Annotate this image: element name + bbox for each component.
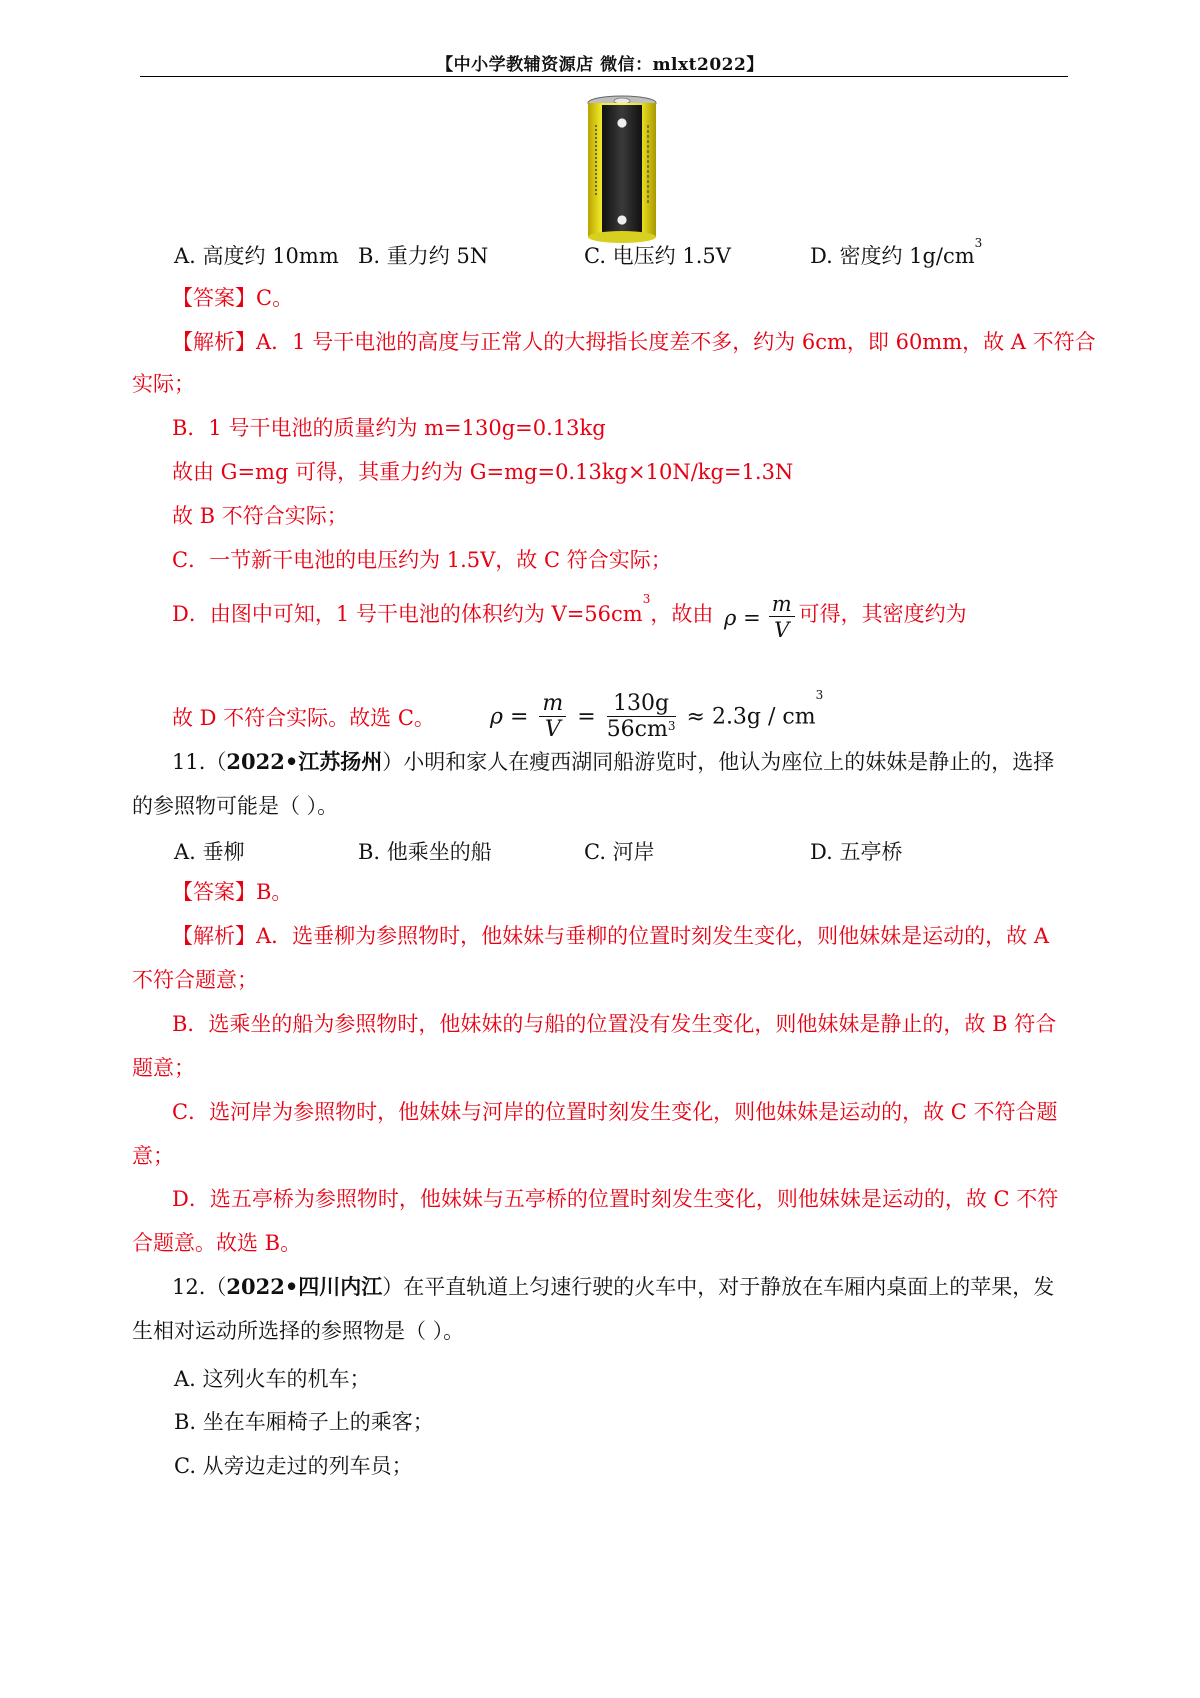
q10-answer: 【答案】C。 bbox=[172, 286, 294, 310]
q11-analysis-line-3: B．选乘坐的船为参照物时，他妹妹的与船的位置没有发生变化，则他妹妹是静止的，故 B 符合 bbox=[172, 1012, 1057, 1036]
q11-stem-line-1: 11.（2022•江苏扬州）小明和家人在瘦西湖同船游览时，他认为座位上的妹妹是静止的，选择 bbox=[172, 749, 1055, 774]
q10-analysis-line-8: 故 D 不符合实际。故选 C。 bbox=[172, 706, 435, 730]
q10-analysis-line-4: 故由 G=mg 可得，其重力约为 G=mg=0.13kg×10N/kg=1.3N bbox=[172, 460, 794, 484]
q12-stem-line-1: 12.（2022•四川内江）在平直轨道上匀速行驶的火车中，对于静放在车厢内桌面上的苹果，发 bbox=[172, 1274, 1055, 1299]
q10-analysis-line-2: 实际； bbox=[132, 372, 195, 396]
q11-option-b: B. 他乘坐的船 bbox=[358, 840, 492, 864]
page-header: 【中小学教辅资源店 微信：mlxt2022】 bbox=[436, 55, 764, 75]
q11-analysis-line-6: 意； bbox=[132, 1144, 174, 1168]
q11-analysis-line-2: 不符合题意； bbox=[132, 968, 258, 992]
q10-analysis-line-3: B．1 号干电池的质量约为 m=130g=0.13kg bbox=[172, 416, 606, 440]
q12-option-c: C. 从旁边走过的列车员； bbox=[174, 1454, 413, 1478]
q11-stem-line-2: 的参照物可能是（ ）。 bbox=[132, 794, 339, 818]
q11-analysis-line-4: 题意； bbox=[132, 1056, 195, 1080]
q10-analysis-line-6: C．一节新干电池的电压约为 1.5V，故 C 符合实际； bbox=[172, 548, 672, 572]
q10-analysis-line-1: 【解析】A．1 号干电池的高度与正常人的大拇指长度差不多，约为 6cm，即 60mm，故 A 不符合 bbox=[172, 330, 1096, 354]
q10-option-c: C. 电压约 1.5V bbox=[584, 244, 731, 268]
q11-option-c: C. 河岸 bbox=[584, 840, 655, 864]
q12-stem-line-2: 生相对运动所选择的参照物是（ ）。 bbox=[132, 1319, 465, 1343]
q12-option-a: A. 这列火车的机车； bbox=[174, 1367, 371, 1391]
q11-option-a: A. 垂柳 bbox=[174, 840, 245, 864]
q11-analysis-line-5: C．选河岸为参照物时，他妹妹与河岸的位置时刻发生变化，则他妹妹是运动的，故 C 不符合题 bbox=[172, 1100, 1058, 1124]
q11-analysis-line-1: 【解析】A．选垂柳为参照物时，他妹妹与垂柳的位置时刻发生变化，则他妹妹是运动的，故 A bbox=[172, 924, 1050, 948]
q11-option-d: D. 五亭桥 bbox=[810, 840, 903, 864]
q11-analysis-line-8: 合题意。故选 B。 bbox=[132, 1231, 302, 1255]
header-rule bbox=[140, 76, 1068, 77]
q10-analysis-line-7: D．由图中可知，1 号干电池的体积约为 $V=56cm^3$，故由 ρ = $\frac{m}{V}$ 可得，其密度约为 bbox=[172, 592, 967, 642]
q10-analysis-line-5: 故 B 不符合实际； bbox=[172, 504, 348, 528]
q11-answer: 【答案】B。 bbox=[172, 880, 293, 904]
battery-image bbox=[584, 95, 660, 245]
density-formula: ρ = $\frac{m}{V}$ = $\frac{130g}{56cm^3}$ ≈ $2.3g / cm^3$ bbox=[490, 688, 824, 742]
q12-option-b: B. 坐在车厢椅子上的乘客； bbox=[174, 1410, 434, 1434]
q10-option-d: D. 密度约 $1g/cm^3$ bbox=[810, 236, 983, 268]
density-inline-fraction: ρ = bbox=[724, 605, 761, 630]
q11-analysis-line-7: D．选五亭桥为参照物时，他妹妹与五亭桥的位置时刻发生变化，则他妹妹是运动的，故 C 不符 bbox=[172, 1187, 1059, 1211]
q10-option-b: B. 重力约 5N bbox=[358, 244, 489, 268]
q10-option-a: A. 高度约 10mm bbox=[174, 244, 339, 268]
